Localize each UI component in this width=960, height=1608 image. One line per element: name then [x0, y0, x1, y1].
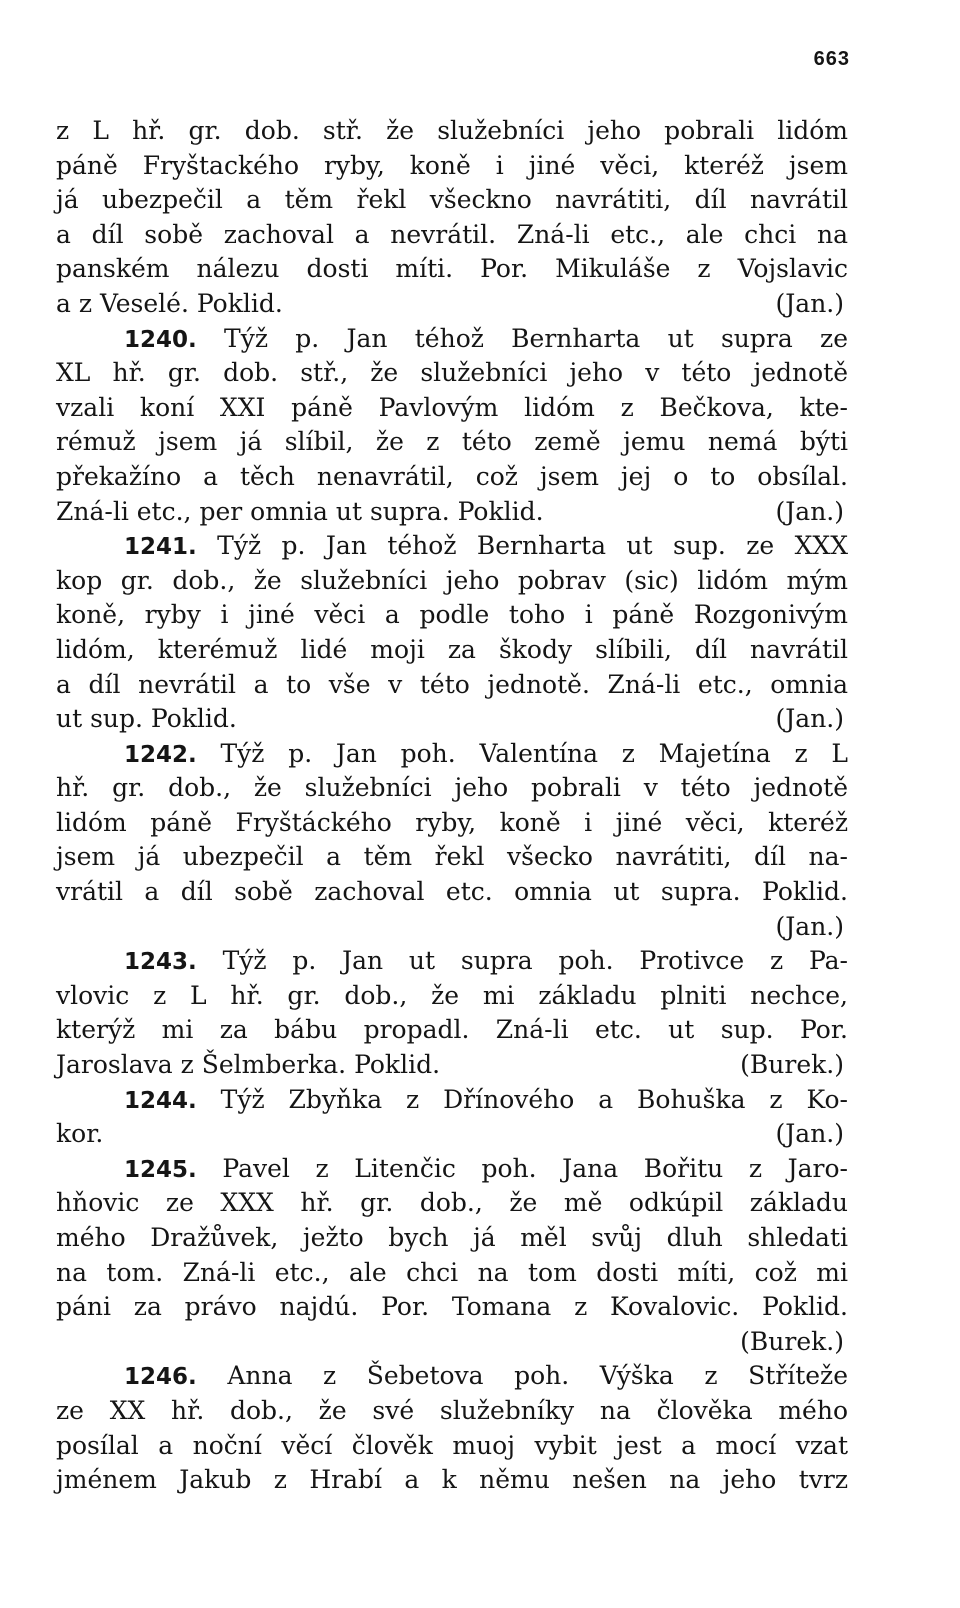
- text-fragment: ut sup. Poklid.: [56, 704, 237, 734]
- text-line: panském nálezu dosti míti. Por. Mikuláše z Vojslavic: [56, 254, 848, 284]
- text-fragment: a z Veselé. Poklid.: [56, 288, 283, 318]
- text-line: vlovic z L hř. gr. dob., že mi základu plniti nechce,: [56, 980, 848, 1010]
- text-line: z L hř. gr. dob. stř. že služebníci jeho pobrali lidóm: [56, 116, 848, 145]
- text-line: lidóm, kterémuž lidé moji za škody slíbili, díl navrátil: [56, 634, 848, 664]
- text-fragment: Anna z Šebetova poh. Výška z Stříteže: [227, 1361, 848, 1391]
- text-fragment: Jaroslava z Šelmberka. Poklid.: [56, 1050, 441, 1080]
- text-fragment: kor.: [56, 1119, 104, 1149]
- text-line: na tom. Zná-li etc., ale chci na tom dosti míti, což mi: [56, 1257, 848, 1287]
- entry-1240-start: [56, 322, 848, 357]
- text-line: hř. gr. dob., že služebníci jeho pobrali v této jednotě: [56, 773, 848, 803]
- text-line: a díl nevrátil a to vše v této jednotě. Zná-li etc., omnia: [56, 669, 848, 699]
- text-fragment: Týž p. Jan téhož Bernharta ut supra ze: [224, 323, 848, 353]
- page-number: 663: [813, 48, 850, 70]
- scribe-signature: (Burek.): [740, 1326, 844, 1356]
- text-line: hňovic ze XXX hř. gr. dob., že mě odkúpil základu: [56, 1188, 848, 1218]
- text-fragment: Týž p. Jan poh. Valentína z Majetína z L: [220, 738, 848, 768]
- text-fragment: Pavel z Litenčic poh. Jana Bořitu z Jaro-: [222, 1153, 849, 1183]
- entry-1243-start: [56, 944, 848, 979]
- entry-end-line: [56, 495, 848, 530]
- entry-end-line: [56, 702, 848, 737]
- text-line: páně Fryštackého ryby, koně i jiné věci, kteréž jsem: [56, 150, 848, 180]
- entry-number: 1241.: [124, 534, 197, 561]
- text-line: koně, ryby i jiné věci a podle toho i páně Rozgonivým: [56, 600, 848, 630]
- text-fragment: Týž Zbyňka z Dřínového a Bohuška z Ko-: [220, 1084, 848, 1114]
- scribe-signature: (Jan.): [775, 496, 844, 526]
- text-line: vzali koní XXI páně Pavlovým lidóm z Bečkova, kte-: [56, 392, 848, 422]
- text-line: posílal a noční věcí člověk muoj vybit jest a mocí vzat: [56, 1430, 848, 1460]
- scribe-signature: (Jan.): [775, 911, 844, 941]
- entry-number: 1243.: [124, 949, 197, 976]
- entry-1244-start: [56, 1083, 848, 1118]
- text-line: překažíno a těch nenavrátil, což jsem jej o to obsílal.: [56, 461, 848, 491]
- text-line: a díl sobě zachoval a nevrátil. Zná-li etc., ale chci na: [56, 219, 848, 249]
- scribe-signature: (Jan.): [775, 288, 844, 318]
- entry-1241-start: [56, 529, 848, 564]
- entry-end-line: [56, 1117, 848, 1152]
- text-line: lidóm páně Fryštáckého ryby, koně i jiné věci, kteréž: [56, 807, 848, 837]
- text-line: vrátil a díl sobě zachoval etc. omnia ut supra. Poklid.: [56, 877, 848, 907]
- entry-1242-start: [56, 737, 848, 772]
- entry-1246-start: [56, 1359, 848, 1394]
- entry-number: 1244.: [124, 1087, 197, 1114]
- text-line: XL hř. gr. dob. stř., že služebníci jeho v této jednotě: [56, 358, 848, 388]
- entry-end-line: [56, 287, 848, 322]
- text-fragment: Týž p. Jan ut supra poh. Protivce z Pa-: [222, 946, 848, 976]
- scribe-signature: (Jan.): [775, 1119, 844, 1149]
- text-line: páni za právo najdú. Por. Tomana z Kovalovic. Poklid.: [56, 1292, 848, 1322]
- text-fragment: Zná-li etc., per omnia ut supra. Poklid.: [56, 496, 544, 526]
- text-line: já ubezpečil a těm řekl všeckno navrátiti, díl navrátil: [56, 185, 848, 215]
- text-line: rémuž jsem já slíbil, že z této země jemu nemá býti: [56, 427, 848, 457]
- page-text: [56, 114, 848, 1498]
- entry-1245-start: [56, 1152, 848, 1187]
- entry-number: 1240.: [124, 326, 197, 353]
- entry-end-line: [56, 1048, 848, 1083]
- text-line: jménem Jakub z Hrabí a k němu nešen na jeho tvrz: [56, 1465, 848, 1495]
- entry-number: 1242.: [124, 741, 197, 768]
- text-line: mého Dražůvek, ježto bych já měl svůj dluh shledati: [56, 1223, 848, 1252]
- entry-number: 1245.: [124, 1156, 197, 1183]
- scribe-signature: (Burek.): [740, 1050, 844, 1080]
- entry-number: 1246.: [124, 1364, 197, 1391]
- text-line: kterýž mi za bábu propadl. Zná-li etc. ut sup. Por.: [56, 1015, 848, 1045]
- text-fragment: Týž p. Jan téhož Bernharta ut sup. ze XXX: [217, 531, 848, 561]
- text-line: jsem já ubezpečil a těm řekl všecko navrátiti, díl na-: [56, 842, 848, 872]
- text-line: kop gr. dob., že služebníci jeho pobrav (sic) lidóm mým: [56, 565, 848, 595]
- text-line: ze XX hř. dob., že své služebníky na člověka mého: [56, 1395, 848, 1425]
- scribe-signature: (Jan.): [775, 704, 844, 734]
